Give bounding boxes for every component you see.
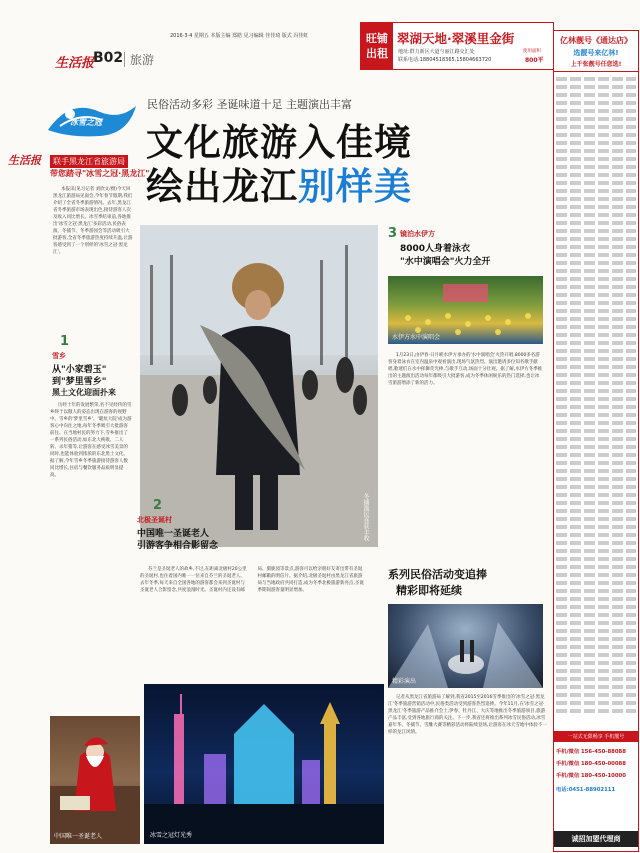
number-row — [556, 589, 636, 593]
number-row — [556, 261, 636, 265]
top-ad[interactable] — [360, 22, 554, 70]
photo3-caption: 水伊方水中演唱会 — [392, 334, 441, 341]
section1-badge: 1 — [60, 334, 70, 349]
number-row — [556, 397, 636, 401]
right-ad-phone1: 手机/微信 156-450-88088 — [556, 749, 626, 755]
number-row — [556, 349, 636, 353]
ad-side-note: 使用面积 — [523, 49, 541, 54]
number-row — [556, 357, 636, 361]
main-photo-caption: 冬捕渔民喜获丰收 — [362, 493, 369, 541]
number-row — [556, 525, 636, 529]
section-divider — [124, 52, 125, 67]
promo-art — [40, 92, 140, 152]
night-photo-caption: 冰雪之冠灯光秀 — [150, 832, 193, 839]
number-row — [556, 429, 636, 433]
number-row — [556, 373, 636, 377]
ad-title: 翠湖天地·翠溪里金街 — [397, 31, 515, 46]
section2-title1: 中国唯一圣诞老人 — [137, 529, 210, 539]
ad-side-price: 800平 — [525, 57, 544, 64]
number-row — [556, 333, 636, 337]
right-ad-phone3: 手机/微信 180-450-10000 — [556, 773, 626, 779]
number-row — [556, 597, 636, 601]
number-row — [556, 133, 636, 137]
number-row — [556, 125, 636, 129]
number-row — [556, 517, 636, 521]
section3-text: 1月23日,由伊春·日月峡水伊方承办的'水中演唱会'火热开唱,8000多名游客身着泳衣在室内温泉中观看演出,现场气氛热烈。演出邀请多位知名歌手献唱,歌迷们在水中挥舞荧光棒,与歌手互动,场面十分壮观。据了解,水伊方冬季推出的主题演出活动每年都吸引大批游客,成为冬季休闲娱乐的热门选择,也让冰雪旅游增添了新的活力。 — [388, 353, 543, 386]
date-line: 2016·3·4 星期五 本版主编 郑皓 见习编辑 佳佳琦 版式 冯佳虹 — [170, 33, 309, 39]
number-row — [556, 573, 636, 577]
headline-line1: 文化旅游入佳境 — [146, 121, 412, 164]
number-row — [556, 341, 636, 345]
number-row — [556, 661, 636, 665]
number-row — [556, 533, 636, 537]
intro-text: 本报讯(见习记者 刘欣文/摄)今天回黑龙江旅游局见面会,今年春节假期,我们介绍了全省冬季旅游情况。去年,黑龙江省冬季旅游市场表现出色,接待游客人次及收入同比增长。冰雪季结束前,各地推出'冰雪之冠·黑龙江'多彩活动,民俗表演、冬捕节、冬季游园会等活动吸引大批游客,全省冬季旅游热度持续升温,让游客感受到了一个别样的'冰雪之冠·黑龙江'。 — [53, 187, 133, 255]
right-ad-footer: 诚招加盟代理商 — [554, 831, 638, 847]
number-row — [556, 421, 636, 425]
number-row — [556, 181, 636, 185]
number-row — [556, 301, 636, 305]
number-row — [556, 629, 636, 633]
number-row — [556, 461, 636, 465]
number-row — [556, 453, 636, 457]
number-row — [556, 317, 636, 321]
section2-label: 北极圣诞村 — [137, 516, 172, 524]
number-row — [556, 277, 636, 281]
santa-photo-caption: 中国唯一圣诞老人 — [54, 833, 103, 840]
night-photo — [144, 684, 384, 844]
section2-badge: 2 — [153, 498, 163, 513]
number-row — [556, 677, 636, 681]
number-row — [556, 117, 636, 121]
promo-art-text: 冰雪之冠 — [70, 118, 102, 127]
photo3 — [388, 276, 543, 344]
number-row — [556, 173, 636, 177]
number-row — [556, 469, 636, 473]
page-number: B02 — [93, 50, 124, 66]
section4-text: 记者从黑龙江省旅游局了解到,我省2015至2016雪季推出的'冰雪之冠·黑龙江'冬季旅游营销活动中,民俗类活动受到游客热烈追捧。今年11月,在'冰雪之冠·黑龙江'冬季旅游产品推介会上,伊春、牡丹江、大庆等地推出冬季旅游项目,旅游产品丰富,受到各地旅行商的关注。下一步,我省还将推出系列冰雪民俗活动,冰雪嘉年华、冬捕节、雪雕大赛等精彩活动将陆续登场,让游客在冰天雪地中体验不一样的龙江风情。 — [388, 695, 547, 735]
number-row — [556, 237, 636, 241]
number-row — [556, 101, 636, 105]
right-ad-column[interactable] — [553, 30, 639, 852]
right-ad-header1: 亿林靓号《通达店》 — [560, 36, 632, 45]
right-ad-header3: 上千张靓号任您选! — [554, 59, 638, 72]
section1-title2: 到"梦里雪乡" — [52, 377, 107, 387]
number-row — [556, 77, 636, 81]
section4-title2: 精彩即将延续 — [396, 584, 462, 597]
number-row — [556, 693, 636, 697]
number-row — [556, 325, 636, 329]
promo-subtitle: 带您踏寻"冰雪之冠·黑龙江" — [50, 169, 150, 178]
section2-text: 芬兰是圣诞老人的故乡,不过,在距离北极村20公里的圣诞村,也住着国内唯一一位来自芬兰的圣诞老人。去年冬季,每天来自全国各地的游客都会来到圣诞村与圣诞老人合影留念,共度浪漫时光。圣诞村内还设有邮局、驯鹿园等景点,游客可以给亲朋好友寄出带有圣诞村邮戳的明信片。据介绍,北极圣诞村由黑龙江省旅游局与当地政府共同打造,成为冬季北极旅游新亮点,圣诞季期间游客量明显增加。 — [140, 567, 364, 593]
number-row — [556, 685, 636, 689]
number-row — [556, 245, 636, 249]
number-row — [556, 541, 636, 545]
ad-tag-line1: 旺铺 — [366, 32, 388, 45]
number-row — [556, 149, 636, 153]
right-ad-phone2: 手机/微信 180-450-00088 — [556, 761, 626, 767]
section3-title2: "水中演唱会"火力全开 — [400, 257, 491, 267]
number-row — [556, 285, 636, 289]
number-row — [556, 501, 636, 505]
ad-address: 地址:群力新区大道与丽江路交汇处 — [398, 49, 475, 55]
number-row — [556, 557, 636, 561]
section3-badge: 3 — [388, 226, 398, 241]
section1-text: 历经十年的发展繁荣,名不见经传的雪乡终于以傲人的姿态出现在游客的视野中。雪乡的'梦里雪乡'、'暖炕大院'成为游客心中向往之地,每年冬季吸引大批游客前往。在当地村民的努力下,雪乡推出了一系列民俗活动,如东北大秧歌、二人转、杀年猪等,让游客在感受冰雪美景的同时,也能体验到浓浓的东北黑土文化。据了解,今年雪乡冬季旅游接待游客人数同比增长,住宿与餐饮服务品质明显提高。 — [50, 403, 132, 478]
number-row — [556, 157, 636, 161]
number-list — [556, 77, 636, 717]
number-row — [556, 477, 636, 481]
number-row — [556, 605, 636, 609]
ad-tag-line2: 出租 — [366, 47, 388, 60]
number-row — [556, 485, 636, 489]
paper-logo: 生活报 — [55, 56, 95, 71]
headline-line2 — [146, 156, 412, 210]
section4-title1: 系列民俗活动变追捧 — [388, 568, 487, 581]
number-row — [556, 197, 636, 201]
number-row — [556, 229, 636, 233]
section1-subtitle: 黑土文化迎面扑来 — [52, 388, 116, 397]
number-row — [556, 509, 636, 513]
number-row — [556, 669, 636, 673]
number-row — [556, 205, 636, 209]
section1-title1: 从"小家碧玉" — [52, 365, 107, 375]
number-row — [556, 637, 636, 641]
number-row — [556, 437, 636, 441]
ad-tag — [361, 23, 393, 69]
headline-line2-main: 绘出龙江 — [146, 165, 298, 208]
section-name: 旅游 — [130, 53, 155, 67]
number-row — [556, 389, 636, 393]
number-row — [556, 221, 636, 225]
right-ad-phone4: 电话:0451-88902111 — [556, 787, 616, 793]
number-row — [556, 365, 636, 369]
headline-kicker: 民俗活动多彩 圣诞味道十足 主题演出丰富 — [147, 98, 352, 111]
number-row — [556, 165, 636, 169]
section3-label: 镜泊水伊方 — [400, 230, 435, 238]
number-row — [556, 253, 636, 257]
number-row — [556, 405, 636, 409]
number-row — [556, 493, 636, 497]
number-row — [556, 709, 636, 713]
ad-phone: 联系电话:18804518365,15804663720 — [398, 57, 492, 63]
main-photo — [140, 225, 378, 547]
number-row — [556, 381, 636, 385]
stage-photo — [388, 604, 543, 688]
number-row — [556, 413, 636, 417]
number-row — [556, 549, 636, 553]
number-row — [556, 645, 636, 649]
promo-logo: 生活报 — [8, 154, 41, 167]
right-ad-promo: 一站式无限畅享 手机靓号 — [554, 731, 638, 742]
headline-line2-accent: 别样美 — [298, 165, 412, 208]
number-row — [556, 293, 636, 297]
stage-photo-caption: 精彩演出 — [392, 678, 417, 685]
number-row — [556, 613, 636, 617]
number-row — [556, 581, 636, 585]
number-row — [556, 565, 636, 569]
number-row — [556, 109, 636, 113]
number-row — [556, 85, 636, 89]
number-row — [556, 621, 636, 625]
number-row — [556, 445, 636, 449]
santa-photo — [50, 716, 140, 844]
promo-title: 联手黑龙江省旅游局 — [50, 155, 128, 168]
section1-label: 雪乡 — [52, 352, 66, 360]
number-row — [556, 93, 636, 97]
number-row — [556, 189, 636, 193]
number-row — [556, 701, 636, 705]
number-row — [556, 269, 636, 273]
number-row — [556, 309, 636, 313]
number-row — [556, 141, 636, 145]
section3-title1: 8000人身着泳衣 — [400, 244, 471, 254]
number-row — [556, 213, 636, 217]
right-ad-header2: 选靓号来亿林! — [573, 49, 619, 57]
section2-title2: 引游客争相合影留念 — [137, 541, 219, 551]
number-row — [556, 653, 636, 657]
